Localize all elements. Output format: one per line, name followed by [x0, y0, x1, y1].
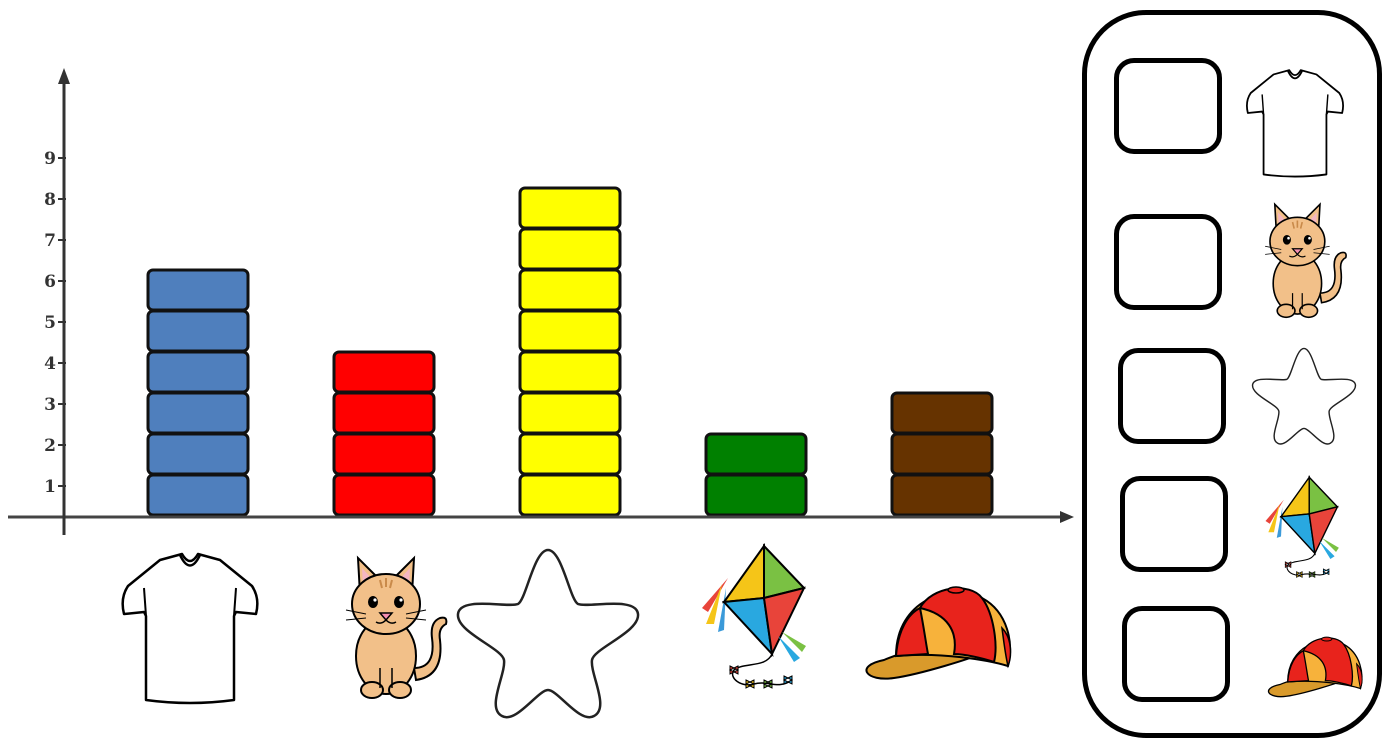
bar-kite — [706, 434, 806, 515]
y-tick-label: 6 — [44, 272, 56, 292]
bar-block — [706, 434, 806, 474]
answer-box-t-shirt[interactable] — [1114, 58, 1222, 154]
bar-star — [520, 188, 620, 515]
bars-layer — [148, 188, 992, 515]
bar-block — [334, 393, 434, 433]
cap-icon — [1263, 627, 1367, 707]
cat-icon — [1249, 197, 1349, 323]
bar-block — [334, 434, 434, 474]
bar-block — [148, 270, 248, 310]
y-tick-label: 9 — [44, 149, 56, 169]
bar-block — [520, 188, 620, 228]
y-tick-label: 7 — [44, 231, 56, 251]
t-shirt-icon — [123, 554, 258, 703]
bar-t-shirt — [148, 270, 248, 515]
bar-block — [520, 393, 620, 433]
bar-cap — [892, 393, 992, 515]
bar-block — [892, 434, 992, 474]
bar-block — [520, 270, 620, 310]
bar-block — [892, 393, 992, 433]
bar-block — [520, 475, 620, 515]
bar-block — [148, 311, 248, 351]
y-tick-label: 2 — [44, 436, 56, 456]
y-axis — [58, 68, 70, 535]
bar-block — [706, 475, 806, 515]
star-icon — [1249, 345, 1359, 449]
bar-block — [520, 311, 620, 351]
y-tick-label: 3 — [44, 395, 56, 415]
bar-block — [334, 352, 434, 392]
bar-block — [148, 434, 248, 474]
kite-icon — [702, 546, 806, 688]
bar-block — [520, 434, 620, 474]
bar-block — [148, 352, 248, 392]
answer-box-cap[interactable] — [1122, 606, 1230, 702]
answer-box-kite[interactable] — [1120, 476, 1228, 572]
answer-box-star[interactable] — [1118, 348, 1226, 444]
bar-block — [334, 475, 434, 515]
kite-icon — [1250, 473, 1360, 583]
star-icon — [458, 550, 638, 717]
t-shirt-icon — [1245, 63, 1345, 183]
cat-icon — [346, 558, 446, 698]
y-tick-label: 4 — [44, 354, 56, 374]
answer-panel — [1082, 10, 1382, 738]
bar-block — [520, 229, 620, 269]
y-tick-label: 1 — [44, 477, 56, 497]
y-tick-label: 5 — [44, 313, 56, 333]
cap-icon — [866, 587, 1010, 679]
category-pictures — [123, 546, 1011, 717]
bar-block — [148, 393, 248, 433]
bar-block — [148, 475, 248, 515]
bar-block — [892, 475, 992, 515]
answer-box-cat[interactable] — [1114, 214, 1222, 310]
bar-block — [520, 352, 620, 392]
bar-cat — [334, 352, 434, 515]
y-tick-label: 8 — [44, 190, 56, 210]
